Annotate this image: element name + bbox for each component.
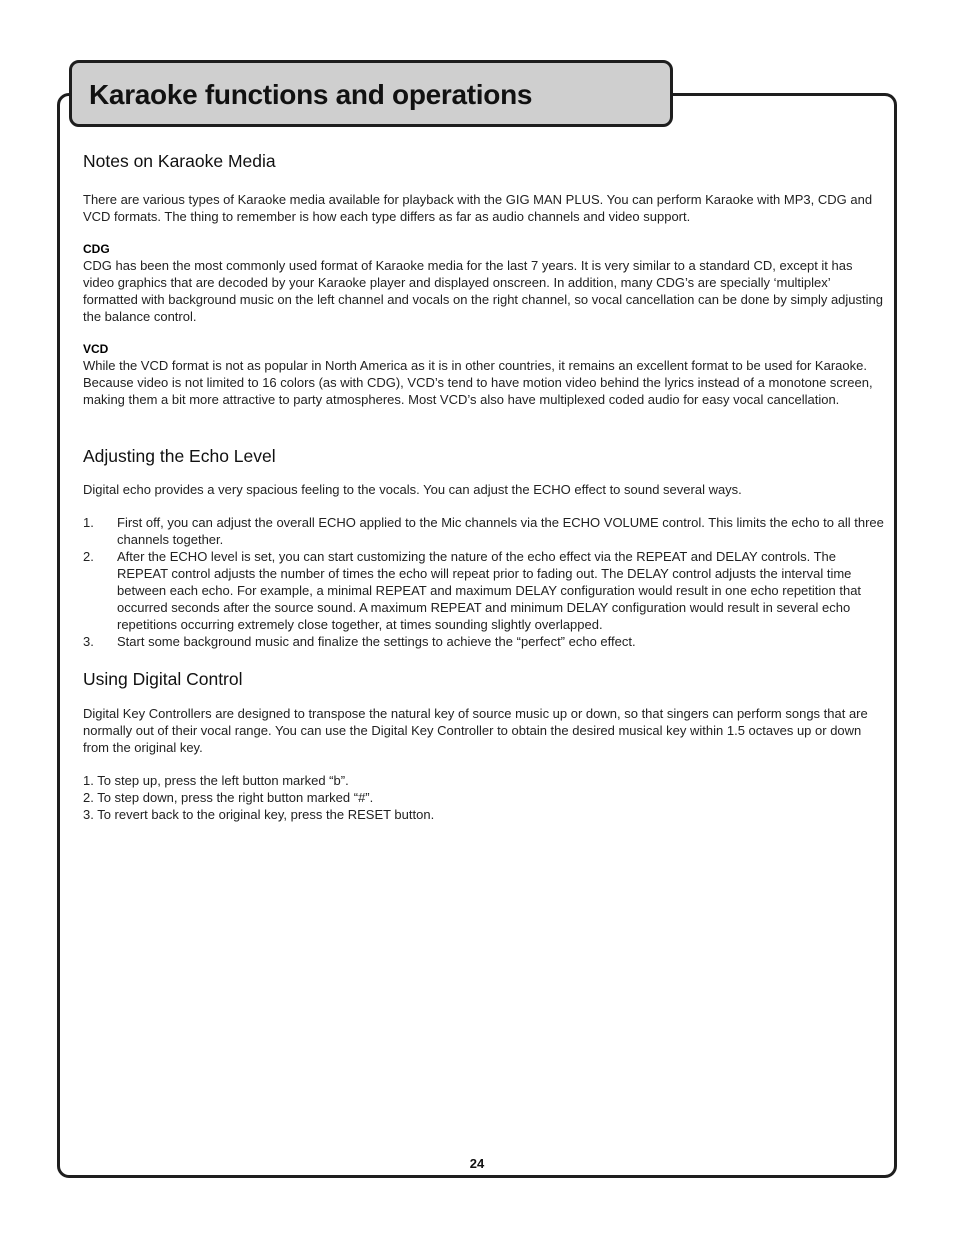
list-item-text: First off, you can adjust the overall ECHO applied to the Mic channels via the ECHO VOLUME control. This limits the echo to all three channels together. bbox=[117, 515, 884, 547]
vcd-label: VCD bbox=[83, 342, 109, 356]
list-item: 1. To step up, press the left button marked “b”. bbox=[83, 773, 349, 788]
title-tab bbox=[69, 60, 673, 127]
page-number: 24 bbox=[469, 1156, 485, 1171]
paragraph: CDG has been the most commonly used format of Karaoke media for the last 7 years. It is very similar to a standard CD, except it has video graphics that are decoded by your Karaoke player and displayed onscreen. In addition, many CDG’s are specially ‘multiplex’ formatted with background music on the left channel and vocals on the right channel, so vocal cancellation can be done by simply adjusting the balance control. bbox=[83, 258, 883, 324]
section-heading: Adjusting the Echo Level bbox=[83, 446, 276, 466]
paragraph: While the VCD format is not as popular in North America as it is in other countries, it remains an excellent format to be used for Karaoke. Because video is not limited to 16 colors (as with CDG), VCD’s tend to have motion video behind the lyrics instead of a monotone screen, making them a bit more attractive to party atmospheres. Most VCD’s also have multiplexed coded audio for easy vocal cancellation. bbox=[83, 358, 873, 407]
page-title: Karaoke functions and operations bbox=[89, 79, 533, 110]
section-heading: Using Digital Control bbox=[83, 669, 243, 689]
section-heading: Notes on Karaoke Media bbox=[83, 151, 276, 171]
list-item-number: 1. bbox=[83, 515, 94, 530]
paragraph: Digital echo provides a very spacious feeling to the vocals. You can adjust the ECHO effect to sound several ways. bbox=[83, 482, 742, 497]
echo-steps-list bbox=[83, 514, 885, 650]
list-item: 2. To step down, press the right button marked “#”. bbox=[83, 790, 374, 805]
list-item bbox=[83, 633, 885, 650]
list-item-number: 3. bbox=[83, 634, 94, 649]
section-karaoke-media bbox=[83, 150, 885, 408]
list-item-text: Start some background music and finalize the settings to achieve the “perfect” echo effect. bbox=[117, 634, 636, 649]
key-steps-list bbox=[83, 772, 885, 823]
cdg-label: CDG bbox=[83, 242, 110, 256]
list-item bbox=[83, 548, 885, 633]
paragraph: There are various types of Karaoke media available for playback with the GIG MAN PLUS. You can perform Karaoke with MP3, CDG and VCD formats. The thing to remember is how each type differs as far as audio channels and video support. bbox=[83, 192, 873, 224]
list-item-text: After the ECHO level is set, you can start customizing the nature of the echo effect via the REPEAT and DELAY controls. The REPEAT control adjusts the number of times the echo will repeat prior to fading out. The DELAY control adjusts the interval time between each echo. For example, a minimal REPEAT and maximum DELAY configuration would result in one echo repetition that occurred seconds after the source sound. A maximum REPEAT and minimum DELAY configuration would result in several echo repetitions occurring extremely close together, at times sounding slightly overlapped. bbox=[117, 549, 862, 632]
section-echo-level bbox=[83, 445, 885, 650]
list-item-number: 2. bbox=[83, 549, 94, 564]
list-item: 3. To revert back to the original key, press the RESET button. bbox=[83, 807, 435, 822]
page-content bbox=[83, 150, 885, 823]
list-item bbox=[83, 514, 885, 548]
section-digital-control bbox=[83, 668, 885, 823]
paragraph: Digital Key Controllers are designed to transpose the natural key of source music up or down, so that singers can perform songs that are normally out of their vocal range. You can use the Digital Key Controller to obtain the desired musical key within 1.5 octaves up or down from the original key. bbox=[83, 706, 868, 755]
